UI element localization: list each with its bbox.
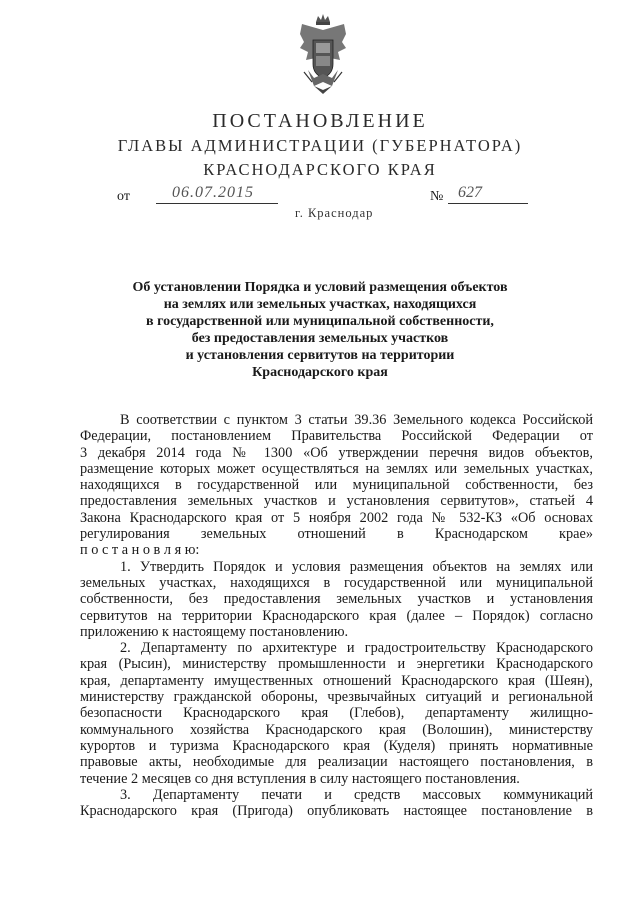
body-line: Федерации, постановлением Правительства Российской Федерации от: [80, 428, 593, 445]
document-type-heading: ПОСТАНОВЛЕНИЕ: [212, 110, 428, 132]
body-line: 3 декабря 2014 года № 1300 «Об утверждении перечня видов объектов,: [80, 444, 593, 461]
body-line: правовые акты, необходимые для реализации настоящего постановления, в: [80, 754, 593, 771]
city-line: г. Краснодар: [295, 206, 374, 220]
body-line: коммунального хозяйства Краснодарского края (Волошин), министерству: [80, 721, 593, 738]
body-line: регулирования земельных отношений в Краснодарском крае»: [80, 526, 593, 543]
title-line: в государственной или муниципальной собственности,: [146, 314, 494, 329]
date-underline: [156, 203, 278, 204]
coat-of-arms-emblem: [296, 12, 350, 96]
body-line: края, департаменту имущественных отношений Краснодарского края (Шеян),: [80, 672, 593, 689]
body-line: Закона Краснодарского края от 5 ноября 2002 года № 532-КЗ «Об основах: [80, 509, 593, 526]
body-line: края (Рысин), министерству промышленности и энергетики Краснодарского: [80, 656, 593, 673]
body-line: безопасности Краснодарского края (Глебов), департаменту жилищно-: [80, 705, 593, 722]
body-line: 2. Департаменту по архитектуре и градостроительству Краснодарского: [120, 640, 593, 657]
body-line: п о с т а н о в л я ю:: [80, 542, 200, 559]
body-line: предоставления земельных участков и установления сервитутов», статьей 4: [80, 493, 593, 510]
body-line: приложению к настоящему постановлению.: [80, 623, 349, 640]
body-line: находящихся в государственной или муниципальной собственности, без: [80, 477, 593, 494]
body-line: собственности, без предоставления земельных участков и установления: [80, 591, 593, 608]
body-line: 1. Утвердить Порядок и условия размещения объектов на землях или: [120, 558, 593, 575]
region-heading: КРАСНОДАРСКОГО КРАЯ: [203, 160, 437, 179]
body-line: В соответствии с пунктом 3 статьи 39.36 Земельного кодекса Российской: [120, 412, 593, 428]
body-line: Краснодарского края (Пригода) опубликовать настоящее постановление в: [80, 803, 593, 820]
body-line: курортов и туризма Краснодарского края (Куделя) принять нормативные: [80, 737, 593, 754]
title-line: на землях или земельных участках, находящихся: [163, 297, 477, 312]
body-line: земельных участках, находящихся в государственной или муниципальной: [80, 574, 593, 591]
body-line: 3. Департаменту печати и средств массовых коммуникаций: [120, 786, 593, 803]
body-line: течение 2 месяцев со дня вступления в силу настоящего постановления.: [80, 770, 520, 787]
handwritten-number: 627: [458, 184, 482, 201]
title-line: Краснодарского края: [252, 365, 388, 380]
number-underline: [448, 203, 528, 204]
document-title: [80, 279, 560, 381]
body-line: сервитутов на территории Краснодарского края (далее – Порядок) согласно: [80, 607, 593, 624]
document-body: [80, 412, 593, 819]
title-line: и установления сервитутов на территории: [185, 348, 455, 363]
issuer-heading: ГЛАВЫ АДМИНИСТРАЦИИ (ГУБЕРНАТОРА): [117, 136, 523, 155]
title-line: без предоставления земельных участков: [191, 331, 449, 346]
body-line: размещение которых может осуществляться на землях или земельных участках,: [80, 460, 593, 477]
date-label: от: [117, 189, 130, 204]
title-line: Об установлении Порядка и условий размещения объектов: [132, 280, 508, 295]
body-line: министерству гражданской обороны, чрезвычайных ситуаций и региональной: [80, 689, 593, 706]
number-label: №: [430, 189, 444, 204]
handwritten-date: 06.07.2015: [172, 184, 254, 201]
